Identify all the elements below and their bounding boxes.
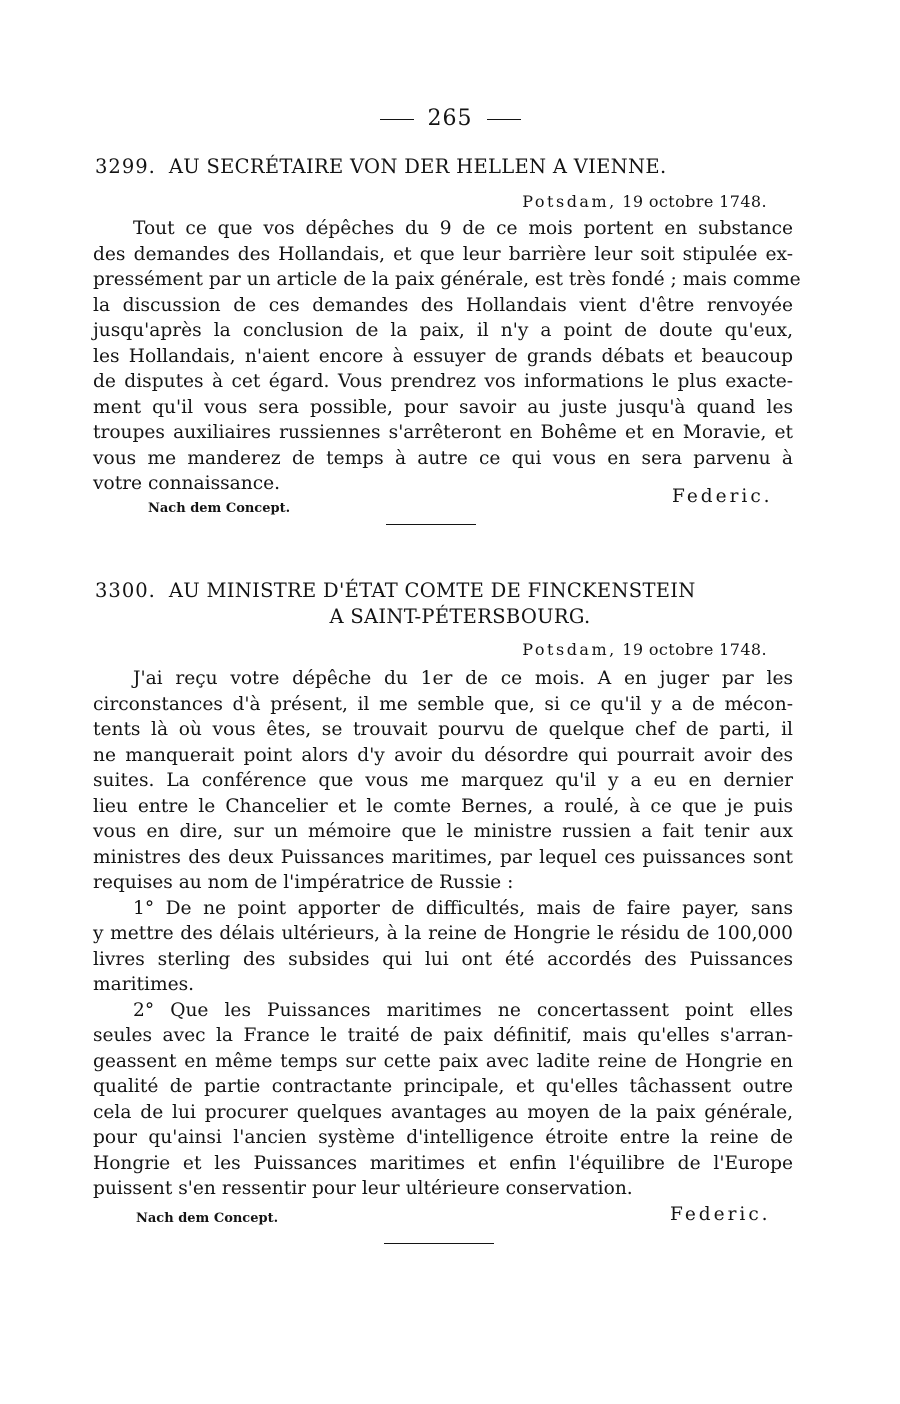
- paragraph: [93, 666, 793, 896]
- page-number: 265: [0, 106, 900, 131]
- section-divider: [386, 524, 476, 525]
- text-line: maritimes.: [93, 974, 195, 995]
- letter-3299-source-note: Nach dem Concept.: [148, 501, 291, 516]
- letter-number: 3299.: [95, 155, 156, 178]
- text-line: lieu entre le Chancelier et le comte Bernes, a roulé, à ce que je puis: [93, 795, 793, 817]
- text-line: y mettre des délais ultérieurs, à la reine de Hongrie le résidu de 100,000: [93, 923, 793, 944]
- date-text: 19 octobre 1748.: [622, 192, 767, 211]
- letter-3300-source-note: Nach dem Concept.: [136, 1211, 279, 1226]
- text-line: geassent en même temps sur cette paix avec ladite reine de Hongrie en: [93, 1050, 793, 1072]
- text-line: votre connaissance.: [93, 473, 281, 494]
- letter-title: AU SECRÉTAIRE VON DER HELLEN A VIENNE.: [168, 155, 667, 178]
- text-line: jusqu'après la conclusion de la paix, il n'y a point de doute qu'eux,: [93, 320, 793, 341]
- letter-number: 3300.: [95, 579, 156, 602]
- letter-3299-body: [93, 216, 801, 497]
- text-line: requises au nom de l'impératrice de Russie :: [93, 872, 514, 893]
- text-line: circonstances d'à présent, il me semble que, si ce qu'il y a de mécon-: [93, 693, 793, 715]
- text-line: suites. La conférence que vous me marquez qu'il y a eu en dernier: [93, 770, 793, 791]
- text-line: vous en dire, sur un mémoire que le ministre russien a fait tenir aux: [93, 821, 793, 842]
- text-line: cela de lui procurer quelques avantages au moyen de la paix générale,: [93, 1101, 793, 1123]
- text-line: Tout ce que vos dépêches du 9 de ce mois portent en substance: [133, 218, 793, 239]
- text-line: livres sterling des subsides qui lui ont été accordés des Puissances: [93, 948, 793, 970]
- letter-3299-signature: Federic.: [672, 486, 773, 507]
- text-line: de disputes à cet égard. Vous prendrez vos informations le plus exacte-: [93, 371, 793, 392]
- text-line: pressément par un article de la paix générale, est très fondé ; mais comme: [93, 269, 801, 290]
- letter-title-line1: AU MINISTRE D'ÉTAT COMTE DE FINCKENSTEIN: [168, 579, 696, 602]
- text-line: ment qu'il vous sera possible, pour savoir au juste jusqu'à quand les: [93, 396, 793, 418]
- date-place: Potsdam,: [522, 192, 617, 211]
- text-line: 2° Que les Puissances maritimes ne concertassent point elles: [133, 999, 793, 1021]
- paragraph: [93, 216, 801, 497]
- letter-3299-dateline: [522, 192, 767, 211]
- dash-right: [487, 119, 521, 120]
- letter-3300-dateline: [522, 640, 767, 659]
- paragraph: [93, 998, 793, 1202]
- paragraph: [93, 896, 793, 998]
- text-line: vous me manderez de temps à autre ce qui vous en sera parvenu à: [93, 447, 793, 469]
- text-line: pour qu'ainsi l'ancien système d'intelligence étroite entre la reine de: [93, 1127, 793, 1148]
- text-line: J'ai reçu votre dépêche du 1er de ce mois. A en juger par les: [133, 668, 793, 689]
- text-line: puissent s'en ressentir pour leur ultérieure conservation.: [93, 1178, 633, 1199]
- text-line: les Hollandais, n'aient encore à essuyer de grands débats et beaucoup: [93, 345, 793, 367]
- letter-3299-heading: [95, 154, 795, 180]
- text-line: Hongrie et les Puissances maritimes et enfin l'équilibre de l'Europe: [93, 1152, 793, 1174]
- dash-left: [380, 119, 414, 120]
- letter-3300-body: [93, 666, 793, 1202]
- date-place: Potsdam,: [522, 640, 617, 659]
- text-line: ministres des deux Puissances maritimes, par lequel ces puissances sont: [93, 846, 793, 868]
- letter-3300-heading: [95, 578, 795, 630]
- text-line: 1° De ne point apporter de difficultés, mais de faire payer, sans: [133, 897, 793, 919]
- letter-title-line2: A SAINT-PÉTERSBOURG.: [329, 605, 591, 628]
- text-line: troupes auxiliaires russiennes s'arrêteront en Bohême et en Moravie, et: [93, 422, 793, 443]
- text-line: tents là où vous êtes, se trouvait pourvu de quelque chef de parti, il: [93, 719, 793, 740]
- text-line: ne manquerait point alors d'y avoir du désordre qui pourrait avoir des: [93, 744, 793, 766]
- text-line: des demandes des Hollandais, et que leur barrière leur soit stipulée ex-: [93, 243, 793, 265]
- text-line: seules avec la France le traité de paix définitif, mais qu'elles s'arran-: [93, 1025, 793, 1046]
- section-divider-bottom: [384, 1243, 494, 1244]
- date-text: 19 octobre 1748.: [622, 640, 767, 659]
- text-line: la discussion de ces demandes des Hollandais vient d'être renvoyée: [93, 294, 793, 316]
- text-line: qualité de partie contractante principale, et qu'elles tâchassent outre: [93, 1076, 793, 1097]
- letter-3300-signature: Federic.: [670, 1204, 771, 1225]
